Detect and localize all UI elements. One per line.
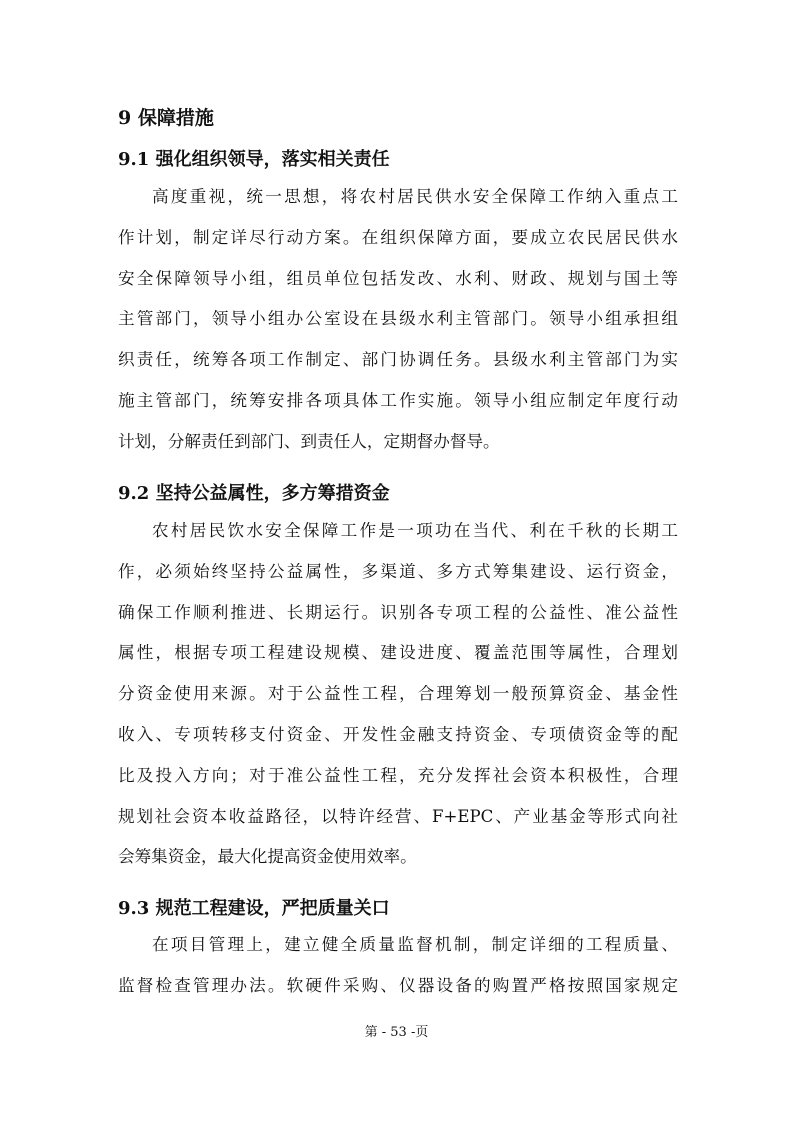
paragraph-9-3 (118, 925, 678, 1007)
paragraph-line: 农村居民饮水安全保障工作是一项功在当代、利在千秋的长期工 (152, 521, 678, 540)
subsection-heading-9-2: 9.2 坚持公益属性，多方筹措资金 (118, 483, 390, 504)
subsection-heading-9-3: 9.3 规范工程建设，严把质量关口 (118, 898, 390, 919)
paragraph-line: 织责任，统筹各项工作制定、部门协调任务。县级水利主管部门为实 (118, 350, 678, 370)
paragraph-line: 比及投入方向；对于准公益性工程，充分发挥社会资本积极性，合理 (118, 765, 678, 785)
paragraph-line: 属性，根据专项工程建设规模、建设进度、覆盖范围等属性，合理划 (118, 643, 678, 663)
paragraph-line: 分资金使用来源。对于公益性工程，合理筹划一般预算资金、基金性 (118, 684, 678, 704)
paragraph-9-1 (118, 177, 678, 463)
section-heading: 9 保障措施 (118, 107, 214, 129)
page-number: 第 - 53 -页 (364, 1025, 429, 1040)
paragraph-line: 收入、专项转移支付资金、开发性金融支持资金、专项债资金等的配 (118, 724, 678, 744)
paragraph-9-2 (118, 511, 678, 878)
paragraph-line: 计划，分解责任到部门、到责任人，定期督办督导。 (118, 431, 500, 451)
paragraph-line: 在项目管理上，建立健全质量监督机制，制定详细的工程质量、 (152, 935, 678, 954)
paragraph-line: 高度重视，统一思想，将农村居民供水安全保障工作纳入重点工 (152, 187, 678, 206)
paragraph-line: 确保工作顺利推进、长期运行。识别各专项工程的公益性、准公益性 (118, 602, 678, 622)
paragraph-line: 主管部门，领导小组办公室设在县级水利主管部门。领导小组承担组 (118, 309, 678, 329)
paragraph-line: 规划社会资本收益路径，以特许经营、F+EPC、产业基金等形式向社 (118, 806, 678, 826)
paragraph-line: 作，必须始终坚持公益属性，多渠道、多方式筹集建设、运行资金， (118, 561, 678, 581)
subsection-heading-9-1: 9.1 强化组织领导，落实相关责任 (118, 149, 390, 170)
paragraph-line: 安全保障领导小组，组员单位包括发改、水利、财政、规划与国土等 (118, 268, 678, 288)
paragraph-line: 监督检查管理办法。软硬件采购、仪器设备的购置严格按照国家规定 (118, 975, 678, 995)
paragraph-line: 作计划，制定详尽行动方案。在组织保障方面，要成立农民居民供水 (118, 227, 678, 247)
paragraph-line: 会筹集资金，最大化提高资金使用效率。 (118, 847, 417, 867)
paragraph-line: 施主管部门，统筹安排各项具体工作实施。领导小组应制定年度行动 (118, 390, 678, 410)
